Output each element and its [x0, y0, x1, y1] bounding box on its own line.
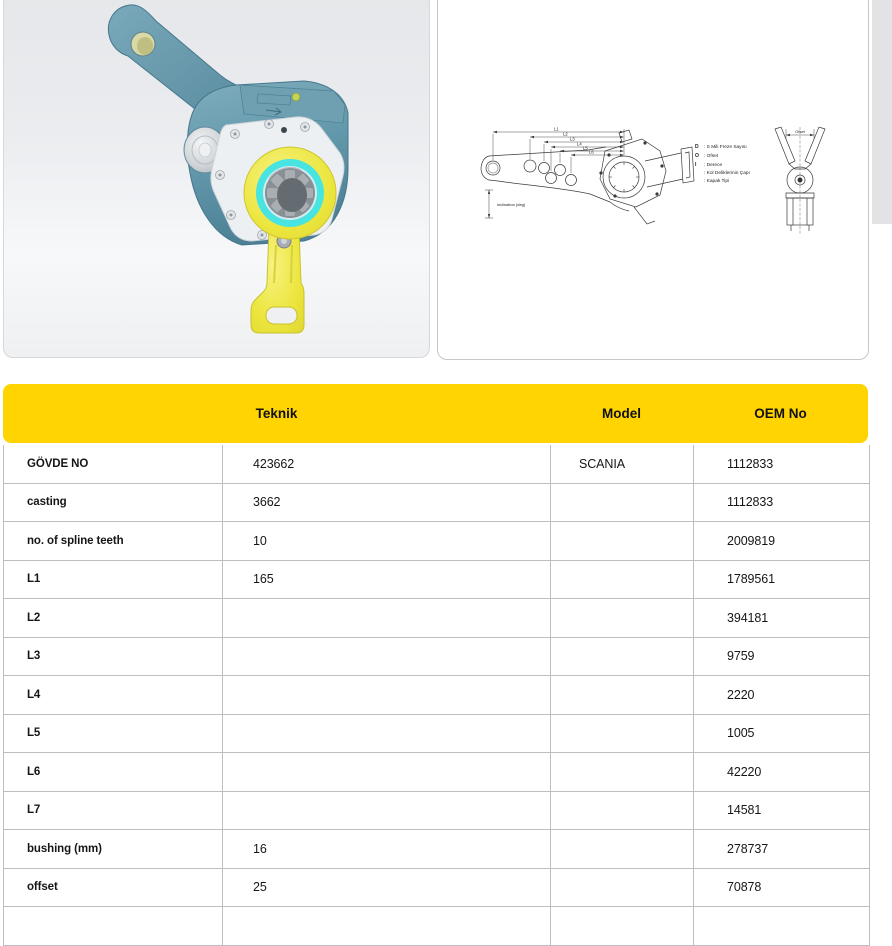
row-label: casting [4, 484, 223, 522]
table-row [4, 792, 869, 831]
cell-teknik: 16 [223, 830, 551, 868]
grease-nipple [292, 93, 300, 101]
cell-model [551, 792, 694, 830]
cell-teknik [223, 792, 551, 830]
cell-teknik: 423662 [223, 445, 551, 483]
dim-label-l4: L4 [577, 141, 582, 147]
cell-oem: 1112833 [727, 495, 774, 510]
row-label: L2 [4, 599, 223, 637]
row-label: offset [4, 869, 223, 907]
legend-key-d: D [695, 144, 699, 150]
row-label: L1 [4, 561, 223, 599]
legend-key-o: O [695, 153, 699, 159]
cell-model [551, 676, 694, 714]
cell-teknik [223, 907, 551, 945]
table-row [4, 638, 869, 677]
dimension-labels [554, 127, 594, 155]
cell-oem [694, 907, 869, 945]
row-label: no. of spline teeth [4, 522, 223, 560]
cell-teknik [223, 676, 551, 714]
legend-label-cap: : Kapak Tipi [704, 179, 730, 184]
cell-teknik: 3662 [223, 484, 551, 522]
cell-oem: 14581 [727, 803, 762, 818]
cell-oem: 278737 [727, 841, 769, 856]
product-image-card[interactable] [3, 0, 430, 358]
next-image-peek [872, 0, 892, 224]
cell-oem: 1112833 [727, 456, 774, 471]
inclination-label: inclination (deg) [497, 202, 526, 207]
cell-oem: 2009819 [727, 533, 775, 548]
cell-model [551, 753, 694, 791]
cell-oem: 2220 [727, 687, 755, 702]
cell-model [551, 484, 694, 522]
table-row [4, 907, 869, 946]
legend-label-d: : S Mili Freze Sayısı [704, 145, 747, 150]
row-label: L7 [4, 792, 223, 830]
row-label: L6 [4, 753, 223, 791]
cell-oem: 1005 [727, 726, 755, 741]
dim-label-l1: L1 [554, 126, 559, 132]
column-header-model: Model [602, 406, 641, 421]
dimension-arrows [493, 131, 624, 156]
row-label: GÖVDE NO [4, 445, 223, 483]
row-label: L4 [4, 676, 223, 714]
dimension-lines [493, 126, 624, 173]
drawing-legend [695, 144, 750, 184]
dim-label-l6: L6 [589, 149, 594, 155]
table-row [4, 599, 869, 638]
bore-center [277, 178, 307, 212]
cell-model [551, 830, 694, 868]
cell-teknik: 10 [223, 522, 551, 560]
cell-teknik: 165 [223, 561, 551, 599]
technical-drawing-card[interactable] [437, 0, 869, 360]
cell-model [551, 599, 694, 637]
cell-model [551, 522, 694, 560]
row-label: bushing (mm) [4, 830, 223, 868]
row-label [4, 907, 223, 945]
cell-teknik [223, 638, 551, 676]
arm-eye-hole-inner [137, 37, 153, 55]
table-row [4, 445, 869, 484]
boss-center [199, 143, 211, 157]
legend-label-holes: : Kol Deliklerinin Çapı [704, 171, 750, 176]
table-row [4, 522, 869, 561]
side-view [481, 130, 694, 224]
cell-model [551, 869, 694, 907]
spec-table [3, 384, 870, 946]
cell-model [551, 907, 694, 945]
table-row [4, 753, 869, 792]
cell-model: SCANIA [551, 445, 694, 483]
row-label: L5 [4, 715, 223, 753]
table-row [4, 869, 869, 908]
cell-oem: 70878 [727, 880, 762, 895]
cover-small-hole [281, 127, 287, 133]
legend-label-o: : Ofset [704, 154, 719, 159]
cell-teknik [223, 599, 551, 637]
table-row [4, 830, 869, 869]
table-row [4, 715, 869, 754]
table-row [4, 561, 869, 600]
dim-label-l3: L3 [570, 136, 575, 142]
cell-teknik: 25 [223, 869, 551, 907]
dim-label-l5: L5 [583, 145, 588, 151]
dim-label-l2: L2 [563, 131, 568, 137]
product-3d-image [4, 0, 429, 357]
column-header-oem: OEM No [754, 406, 807, 421]
column-header-teknik: Teknik [255, 406, 298, 421]
spec-table-header [3, 384, 868, 443]
cell-model [551, 561, 694, 599]
table-row [4, 676, 869, 715]
table-row [4, 484, 869, 523]
front-view [775, 127, 825, 234]
arm-slot [266, 307, 297, 324]
row-label: L3 [4, 638, 223, 676]
spec-table-body [3, 445, 870, 946]
cell-oem: 394181 [727, 610, 769, 625]
cell-teknik [223, 715, 551, 753]
technical-drawing [438, 0, 868, 359]
legend-label-i: : Derece [704, 163, 723, 168]
cell-oem: 9759 [727, 649, 755, 664]
legend-key-i: I [695, 162, 697, 168]
cell-oem: 42220 [727, 764, 762, 779]
cell-oem: 1789561 [727, 572, 775, 587]
cell-model [551, 715, 694, 753]
cell-model [551, 638, 694, 676]
cell-teknik [223, 753, 551, 791]
offset-label: Ofset [795, 129, 805, 134]
inclination-dimension [485, 190, 493, 218]
